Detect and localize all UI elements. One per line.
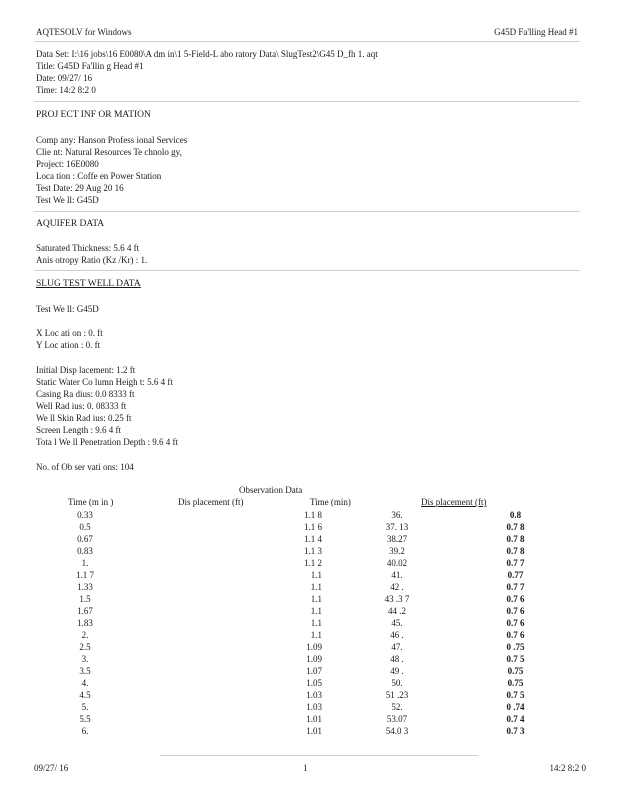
displacement-cell: 0.8 — [509, 510, 522, 520]
saturated-thickness-line: Saturated Thickness: 5.6 4 ft — [36, 243, 140, 253]
test-date-line: Test Date: 29 Aug 20 16 — [36, 183, 124, 193]
time-cell: 5. — [81, 702, 89, 712]
y-location-line: Y Loc ation : 0. ft — [36, 340, 101, 350]
table-row — [36, 725, 584, 737]
table-row — [36, 677, 584, 689]
displacement-cell: 0.7 7 — [506, 582, 525, 592]
table-row — [36, 641, 584, 653]
time-cell: 1.1 7 — [76, 570, 94, 580]
well-skin-radius-line: We ll Skin Rad ius: 0.25 ft — [36, 413, 132, 423]
footer-rule — [160, 755, 478, 756]
displacement-cell: 0.77 — [507, 570, 524, 580]
time-cell: 3.5 — [79, 666, 91, 676]
displacement-cell: 0.7 8 — [506, 546, 525, 556]
time-line: Time: 14:2 8:2 0 — [36, 85, 96, 95]
slug-test-well-line: Test We ll: G45D — [36, 304, 99, 314]
observation-title: Observation Data — [239, 485, 303, 495]
time-cell: 53.07 — [386, 714, 408, 724]
data-set-line: Data Set: I:\16 jobs\16 E0080\A dm in\1 5-Field-L abo ratory Data\ SlugTest2\G45 D_fh 1. aqt — [36, 49, 378, 59]
displacement-cell: 0.7 6 — [506, 594, 525, 604]
penetration-depth-line: Tota l We ll Penetration Depth : 9.6 4 ft — [36, 437, 178, 447]
displacement-cell: 1.1 — [310, 582, 322, 592]
project-heading: PROJ ECT INF OR MATION — [36, 110, 151, 120]
footer-date: 09/27/ 16 — [34, 763, 69, 773]
displacement-cell: 1.09 — [306, 642, 322, 652]
time-cell: 4. — [81, 678, 89, 688]
displacement-cell: 1.1 — [310, 630, 322, 640]
displacement-cell: 1.03 — [306, 702, 322, 712]
time-cell: 0.83 — [77, 546, 93, 556]
table-row — [36, 533, 584, 545]
time-cell: 39.2 — [389, 546, 405, 556]
table-row — [36, 713, 584, 725]
displacement-cell: 1.07 — [306, 666, 322, 676]
test-name: G45D Fa'lling Head #1 — [494, 27, 578, 37]
num-observations-line: No. of Ob ser vati ons: 104 — [36, 462, 134, 472]
time-cell: 6. — [81, 726, 89, 736]
client-line: Clie nt: Natural Resources Te chnolo gy, — [36, 147, 182, 157]
time-cell: 41. — [391, 570, 403, 580]
displacement-cell: 1.1 — [310, 606, 322, 616]
time-cell: 2.5 — [79, 642, 91, 652]
casing-radius-line: Casing Ra dius: 0.0 8333 ft — [36, 389, 135, 399]
time-cell: 46 . — [390, 630, 404, 640]
time-cell: 43 .3 7 — [384, 594, 410, 604]
displacement-cell: 0.7 5 — [506, 654, 525, 664]
time-cell: 0.33 — [77, 510, 93, 520]
displacement-cell: 0 .74 — [506, 702, 525, 712]
test-well-line: Test We ll: G45D — [36, 195, 99, 205]
time-cell: 37. 13 — [385, 522, 409, 532]
slug-heading: SLUG TEST WELL DATA — [36, 279, 141, 289]
section-rule — [34, 101, 580, 102]
displacement-cell: 1.1 3 — [304, 546, 322, 556]
displacement-cell: 1.1 8 — [304, 510, 322, 520]
table-row — [36, 557, 584, 569]
displacement-cell: 0.7 6 — [506, 630, 525, 640]
displacement-cell: 0.75 — [507, 678, 524, 688]
time-cell: 38.27 — [386, 534, 408, 544]
table-row — [36, 593, 584, 605]
table-row — [36, 689, 584, 701]
time-cell: 4.5 — [79, 690, 91, 700]
displacement-cell: 0.7 6 — [506, 606, 525, 616]
displacement-cell: 1.1 — [310, 570, 322, 580]
screen-length-line: Screen Length : 9.6 4 ft — [36, 425, 121, 435]
app-title: AQTESOLV for Windows — [36, 27, 132, 37]
section-rule — [34, 270, 580, 271]
displacement-cell: 0.7 6 — [506, 618, 525, 628]
col-header-time-2: Time (min) — [310, 497, 351, 507]
col-header-displacement-1: Dis placement (ft) — [178, 497, 244, 507]
time-cell: 5.5 — [79, 714, 91, 724]
time-cell: 36. — [391, 510, 403, 520]
time-cell: 0.67 — [77, 534, 93, 544]
displacement-cell: 0 .75 — [506, 642, 525, 652]
table-row — [36, 581, 584, 593]
time-cell: 45. — [391, 618, 403, 628]
time-cell: 3. — [81, 654, 89, 664]
company-line: Comp any: Hanson Profess ional Services — [36, 135, 188, 145]
displacement-cell: 1.1 — [310, 618, 322, 628]
displacement-cell: 1.1 6 — [304, 522, 322, 532]
displacement-cell: 1.03 — [306, 690, 322, 700]
table-row — [36, 653, 584, 665]
col-header-displacement-2: Dis placement (ft) — [421, 497, 487, 507]
table-row — [36, 629, 584, 641]
time-cell: 42 . — [390, 582, 404, 592]
displacement-cell: 1.01 — [306, 726, 322, 736]
time-cell: 52. — [391, 702, 403, 712]
time-cell: 50. — [391, 678, 403, 688]
table-row — [36, 545, 584, 557]
col-header-time-1: Time (m in ) — [68, 497, 114, 507]
time-cell: 47. — [391, 642, 403, 652]
displacement-cell: 1.09 — [306, 654, 322, 664]
displacement-cell: 1.1 — [310, 594, 322, 604]
time-cell: 0.5 — [79, 522, 91, 532]
footer-time: 14:2 8:2 0 — [549, 763, 586, 773]
footer-page-number: 1 — [303, 763, 308, 773]
time-cell: 1.33 — [77, 582, 93, 592]
displacement-cell: 0.7 8 — [506, 534, 525, 544]
table-row — [36, 665, 584, 677]
table-row — [36, 569, 584, 581]
table-row — [36, 701, 584, 713]
aquifer-heading: AQUIFER DATA — [36, 219, 105, 229]
displacement-cell: 0.7 8 — [506, 522, 525, 532]
time-cell: 48 . — [390, 654, 404, 664]
x-location-line: X Loc ati on : 0. ft — [36, 328, 103, 338]
time-cell: 2. — [81, 630, 89, 640]
time-cell: 40.02 — [386, 558, 408, 568]
displacement-cell: 0.7 4 — [506, 714, 525, 724]
anisotropy-line: Anis otropy Ratio (Kz /Kr) : 1. — [36, 255, 148, 265]
time-cell: 54.0 3 — [385, 726, 409, 736]
displacement-cell: 0.7 7 — [506, 558, 525, 568]
table-row — [36, 509, 584, 521]
displacement-cell: 0.7 3 — [506, 726, 525, 736]
time-cell: 49 . — [390, 666, 404, 676]
location-line: Loca tion : Coffe en Power Station — [36, 171, 162, 181]
time-cell: 44 .2 — [388, 606, 406, 616]
table-row — [36, 617, 584, 629]
table-row — [36, 521, 584, 533]
time-cell: 1. — [81, 558, 89, 568]
time-cell: 1.67 — [77, 606, 93, 616]
date-line: Date: 09/27/ 16 — [36, 73, 92, 83]
displacement-cell: 1.01 — [306, 714, 322, 724]
section-rule — [34, 211, 580, 212]
project-line: Project: 16E0080 — [36, 159, 99, 169]
displacement-cell: 0.7 5 — [506, 690, 525, 700]
static-water-column-line: Static Water Co lumn Heigh t: 5.6 4 ft — [36, 377, 173, 387]
displacement-cell: 1.05 — [306, 678, 322, 688]
observation-table — [36, 509, 584, 737]
time-cell: 1.5 — [79, 594, 91, 604]
displacement-cell: 0.75 — [507, 666, 524, 676]
time-cell: 1.83 — [77, 618, 93, 628]
displacement-cell: 1.1 4 — [304, 534, 322, 544]
header-rule — [34, 41, 580, 42]
table-row — [36, 605, 584, 617]
well-radius-line: Well Rad ius: 0. 08333 ft — [36, 401, 127, 411]
time-cell: 51 .23 — [385, 690, 409, 700]
displacement-cell: 1.1 2 — [304, 558, 322, 568]
title-line: Title: G45D Fa'llin g Head #1 — [36, 61, 144, 71]
initial-displacement-line: Initial Disp lacement: 1.2 ft — [36, 365, 136, 375]
